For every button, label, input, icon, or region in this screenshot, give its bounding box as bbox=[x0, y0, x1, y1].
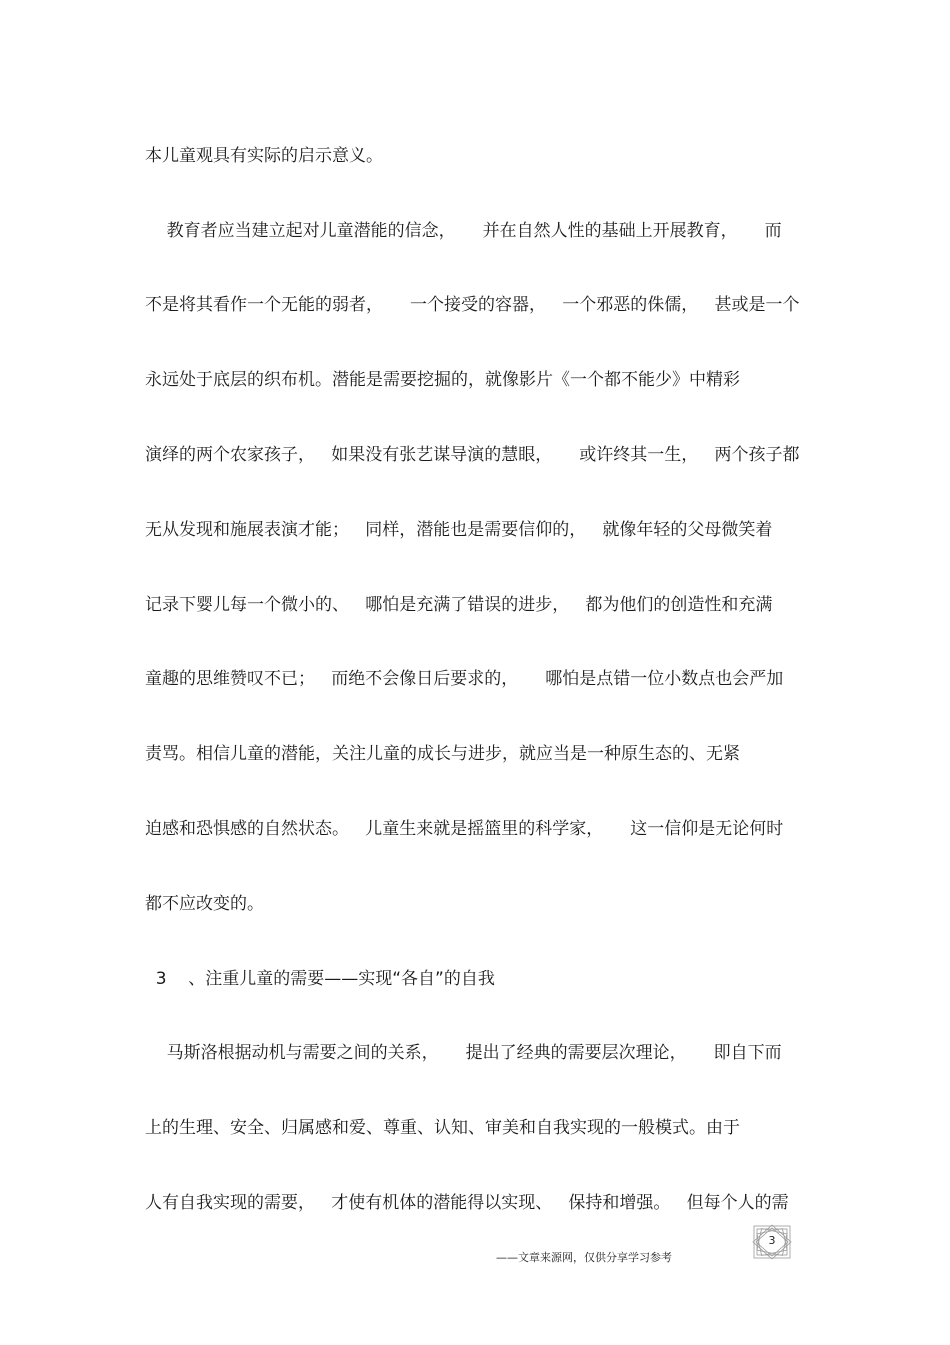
text-line: 不是将其看作一个无能的弱者， 一个接受的容器， 一个邪恶的侏儒， 甚或是一个 bbox=[145, 295, 800, 315]
text-line: 永远处于底层的织布机。潜能是需要挖掘的，就像影片《一个都不能少》中精彩 bbox=[145, 370, 740, 390]
text-line: 马斯洛根据动机与需要之间的关系， 提出了经典的需要层次理论， 即自下而 bbox=[145, 1043, 782, 1063]
text-line: 演绎的两个农家孩子， 如果没有张艺谋导演的慧眼， 或许终其一生， 两个孩子都 bbox=[145, 445, 800, 465]
text-line: 本儿童观具有实际的启示意义。 bbox=[145, 146, 383, 166]
text-line: 迫感和恐惧感的自然状态。 儿童生来就是摇篮里的科学家， 这一信仰是无论何时 bbox=[145, 819, 784, 839]
text-line: 无从发现和施展表演才能； 同样，潜能也是需要信仰的， 就像年轻的父母微笑着 bbox=[145, 520, 773, 540]
page-number-badge bbox=[750, 1224, 794, 1260]
text-line: 人有自我实现的需要， 才使有机体的潜能得以实现、 保持和增强。 但每个人的需 bbox=[145, 1193, 789, 1213]
footer-source-text: ——文章来源网，仅供分享学习参考 bbox=[496, 1251, 672, 1264]
section-heading: 3 、注重儿童的需要——实现“各自”的自我 bbox=[145, 969, 495, 989]
text-line: 记录下婴儿每一个微小的、 哪怕是充满了错误的进步， 都为他们的创造性和充满 bbox=[145, 595, 773, 615]
text-line: 教育者应当建立起对儿童潜能的信念， 并在自然人性的基础上开展教育， 而 bbox=[145, 221, 782, 241]
text-line: 责骂。相信儿童的潜能，关注儿童的成长与进步，就应当是一种原生态的、无紧 bbox=[145, 744, 740, 764]
text-line: 都不应改变的。 bbox=[145, 894, 264, 914]
text-line: 上的生理、安全、归属感和爱、尊重、认知、审美和自我实现的一般模式。由于 bbox=[145, 1118, 740, 1138]
page-number: 3 bbox=[768, 1234, 776, 1247]
text-line: 童趣的思维赞叹不已； 而绝不会像日后要求的， 哪怕是点错一位小数点也会严加 bbox=[145, 669, 784, 689]
